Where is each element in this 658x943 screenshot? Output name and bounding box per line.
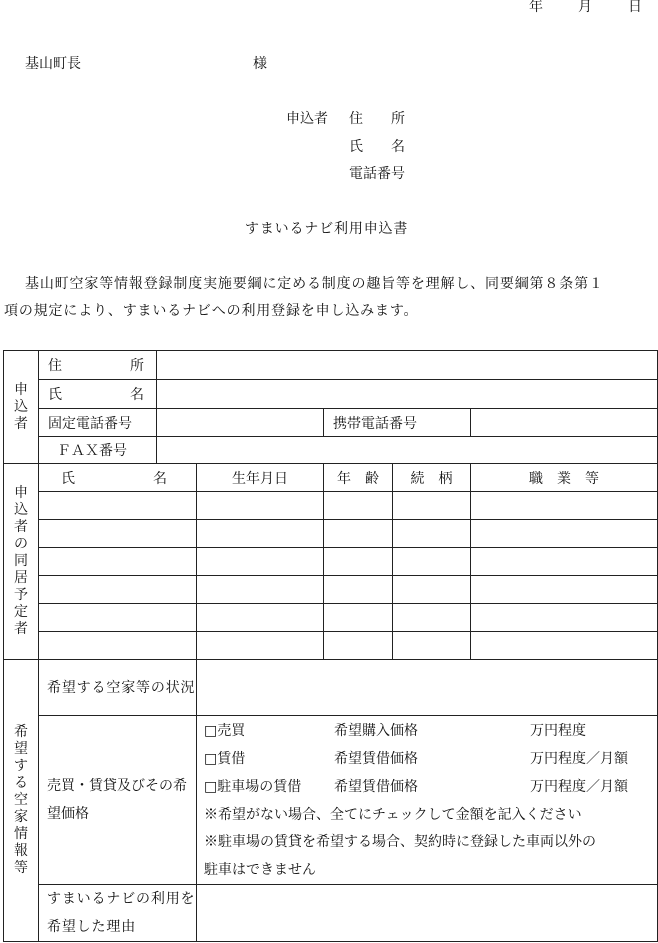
date-day-label: 日 [628,0,642,15]
col-job-header: 職 業 等 [471,464,658,492]
landline-field[interactable] [157,409,324,437]
application-form-table [3,350,658,942]
household-age-cell[interactable] [324,548,393,576]
household-job-cell[interactable] [471,548,658,576]
note-parking: ※駐車場の賃貸を希望する場合、契約時に登録した車両以外の 駐車はできません [197,828,658,885]
household-name-cell[interactable] [39,576,197,604]
household-name-cell[interactable] [39,492,197,520]
household-relation-cell[interactable] [393,632,471,660]
addressee: 基山町長 [25,56,81,72]
household-age-cell[interactable] [324,604,393,632]
household-age-cell[interactable] [324,576,393,604]
col-name-header: 氏 名 [39,464,197,492]
option-rent-unit: 万円程度／月額 [530,750,628,767]
household-job-cell[interactable] [471,576,658,604]
household-job-cell[interactable] [471,520,658,548]
col-birth-header: 生年月日 [197,464,324,492]
household-relation-cell[interactable] [393,604,471,632]
household-age-cell[interactable] [324,492,393,520]
household-name-cell[interactable] [39,632,197,660]
section-applicant: 申 込 者 [4,351,39,464]
table-row [4,520,658,548]
household-birth-cell[interactable] [197,520,324,548]
option-parking-unit: 万円程度／月額 [530,778,628,795]
mobile-field[interactable] [471,409,658,437]
household-relation-cell[interactable] [393,576,471,604]
price-label: 売買・賃貸及びその希望価格 [39,716,197,885]
table-row [4,492,658,520]
section-wish: 希 望 す る 空 家 情 報 等 [4,660,39,942]
applicant-phone-label: 電話番号 [349,166,405,182]
option-purchase-kind: 希望購入価格 [334,722,418,739]
date-month-label: 月 [578,0,592,15]
household-job-cell[interactable] [471,604,658,632]
address-label: 住 所 [39,351,157,380]
fax-label: ＦＡＸ番号 [39,437,157,464]
option-purchase-unit: 万円程度 [530,722,586,739]
option-parking[interactable] [197,772,658,800]
option-purchase-checkbox[interactable]: □売買 [204,722,246,739]
household-relation-cell[interactable] [393,492,471,520]
household-job-cell[interactable] [471,492,658,520]
household-birth-cell[interactable] [197,632,324,660]
page-title: すまいるナビ利用申込書 [245,221,409,237]
landline-label: 固定電話番号 [39,409,157,437]
applicant-name-label: 氏 名 [349,139,405,155]
name-field[interactable] [157,380,658,409]
situation-label: 希望する空家等の状況 [39,660,197,716]
household-age-cell[interactable] [324,632,393,660]
applicant-address-label: 住 所 [349,111,405,127]
table-row [4,632,658,660]
applicant-label: 申込者 [286,111,328,127]
household-job-cell[interactable] [471,632,658,660]
reason-field[interactable] [197,884,658,941]
address-field[interactable] [157,351,658,380]
household-relation-cell[interactable] [393,520,471,548]
mobile-label: 携帯電話番号 [324,409,471,437]
table-row [4,604,658,632]
household-name-cell[interactable] [39,520,197,548]
option-parking-checkbox[interactable]: □駐車場の賃借 [204,778,302,795]
fax-field[interactable] [157,437,658,464]
table-row [4,576,658,604]
body-text-line-2: 項の規定により、すまいるナビへの利用登録を申し込みます。 [4,303,419,319]
table-row [4,548,658,576]
option-rent-kind: 希望賃借価格 [334,750,418,767]
body-text-line-1: 基山町空家等情報登録制度実施要綱に定める制度の趣旨等を理解し、同要綱第８条第１ [25,276,604,292]
situation-field[interactable] [197,660,658,716]
household-age-cell[interactable] [324,520,393,548]
name-label: 氏 名 [39,380,157,409]
household-birth-cell[interactable] [197,492,324,520]
household-name-cell[interactable] [39,548,197,576]
household-birth-cell[interactable] [197,548,324,576]
col-relation-header: 続 柄 [393,464,471,492]
household-relation-cell[interactable] [393,548,471,576]
option-rent-checkbox[interactable]: □賃借 [204,750,246,767]
household-birth-cell[interactable] [197,604,324,632]
col-age-header: 年 齢 [324,464,393,492]
option-parking-kind: 希望賃借価格 [334,778,418,795]
household-name-cell[interactable] [39,604,197,632]
note-no-preference: ※希望がない場合、全てにチェックして金額を記入ください [197,800,658,828]
date-year-label: 年 [529,0,543,15]
section-household: 申 込 者 の 同 居 予 定 者 [4,464,39,660]
reason-label: すまいるナビの利用を希望した理由 [39,884,197,941]
household-birth-cell[interactable] [197,576,324,604]
honorific: 様 [253,56,267,72]
option-purchase[interactable] [197,716,658,744]
option-rent[interactable] [197,744,658,772]
